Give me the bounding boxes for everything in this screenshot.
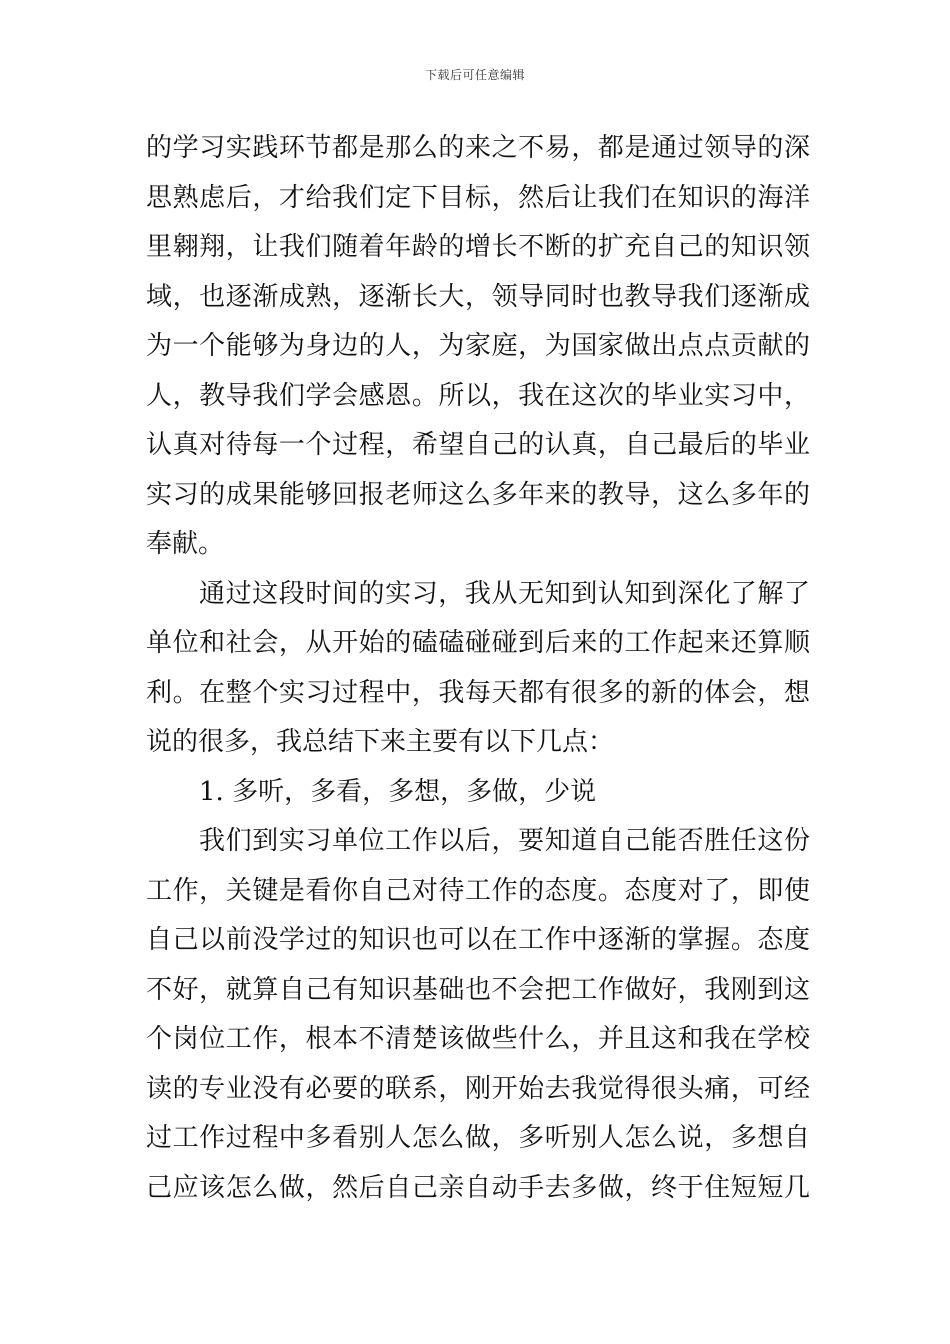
text-line: 奉献。 <box>146 529 225 559</box>
numbered-heading <box>146 768 810 818</box>
text-line: 我们到实习单位工作以后，要知道自己能否胜任这份 <box>199 826 810 856</box>
text-line: 域，也逐渐成熟，逐渐长大，领导同时也教导我们逐渐成 <box>146 281 810 312</box>
text-line: 的学习实践环节都是那么的来之不易，都是通过领导的深 <box>146 133 810 163</box>
text-line: 思熟虑后，才给我们定下目标，然后让我们在知识的海洋 <box>146 182 810 213</box>
text-line: 过工作过程中多看别人怎么做，多听别人怎么说，多想自 <box>146 1123 810 1153</box>
text-line: 人，教导我们学会感恩。所以，我在这次的毕业实习中， <box>146 380 810 411</box>
text-line: 利。在整个实习过程中，我每天都有很多的新的体会，想 <box>146 677 810 708</box>
text-line: 1. 多听，多看，多想，多做，少说 <box>199 776 597 807</box>
text-line: 认真对待每一个过程，希望自己的认真，自己最后的毕业 <box>146 430 810 460</box>
document-body <box>146 124 810 1213</box>
text-line: 实习的成果能够回报老师这么多年来的教导，这么多年的 <box>146 479 810 510</box>
paragraph <box>146 817 810 1213</box>
text-line: 说的很多，我总结下来主要有以下几点： <box>146 727 615 757</box>
page-header: 下载后可任意编辑 <box>424 68 525 82</box>
text-line: 己应该怎么做，然后自己亲自动手去多做，终于住短短几 <box>146 1172 810 1203</box>
text-line: 不好，就算自己有知识基础也不会把工作做好，我刚到这 <box>146 974 810 1005</box>
text-line: 自己以前没学过的知识也可以在工作中逐渐的掌握。态度 <box>146 925 810 955</box>
paragraph <box>146 124 810 570</box>
text-line: 单位和社会，从开始的磕磕碰碰到后来的工作起来还算顺 <box>146 628 810 658</box>
paragraph <box>146 570 810 768</box>
text-line: 读的专业没有必要的联系，刚开始去我觉得很头痛，可经 <box>146 1073 810 1104</box>
text-line: 通过这段时间的实习，我从无知到认知到深化了解了 <box>199 578 810 609</box>
text-line: 里翱翔，让我们随着年龄的增长不断的扩充自己的知识领 <box>146 232 810 262</box>
text-line: 为一个能够为身边的人，为家庭，为国家做出点点贡献的 <box>146 331 810 361</box>
text-line: 个岗位工作，根本不清楚该做些什么，并且这和我在学校 <box>146 1024 810 1054</box>
text-line: 工作，关键是看你自己对待工作的态度。态度对了，即使 <box>146 875 810 906</box>
